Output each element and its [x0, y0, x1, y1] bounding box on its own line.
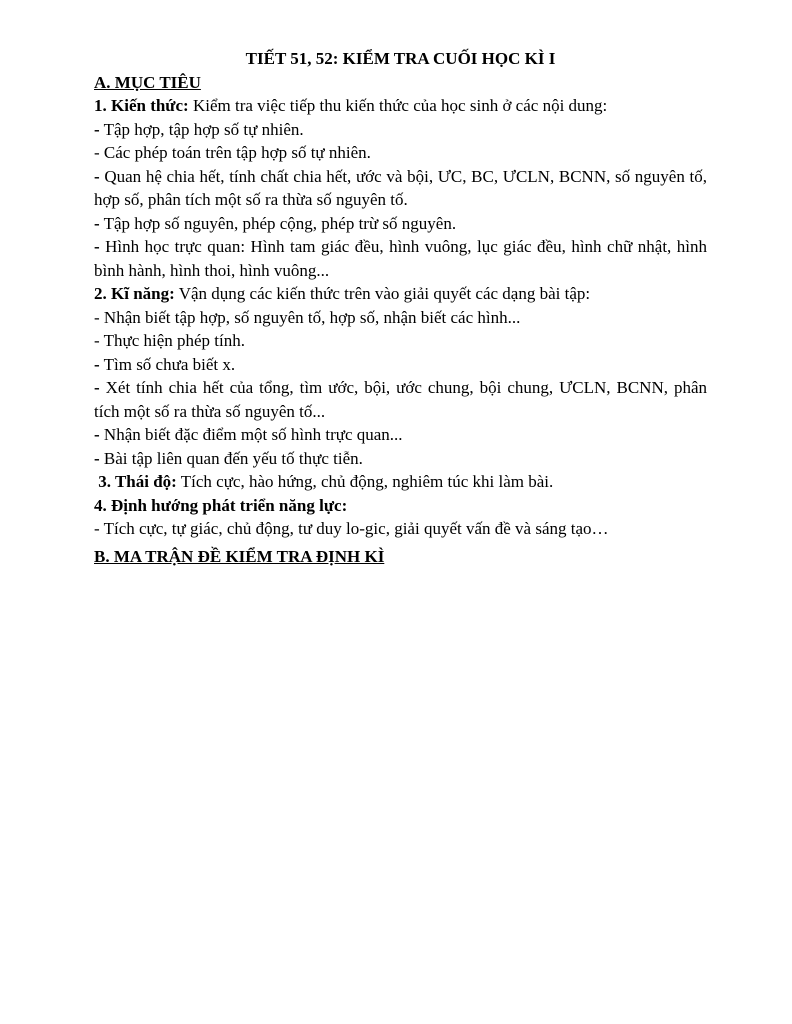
- paragraph-16: [94, 517, 707, 541]
- paragraph-11: [94, 376, 707, 423]
- paragraph-14-text: Tích cực, hào hứng, chủ động, nghiêm túc khi làm bài.: [176, 472, 554, 491]
- paragraph-15-lead: 4. Định hướng phát triển năng lực:: [94, 495, 348, 515]
- paragraph-7: [94, 282, 707, 306]
- paragraph-12: [94, 423, 707, 447]
- paragraph-10: [94, 353, 707, 377]
- paragraph-5-text: Tập hợp số nguyên, phép cộng, phép trừ số nguyên.: [99, 213, 457, 233]
- paragraph-3: [94, 141, 707, 165]
- paragraph-12-text: Nhận biết đặc điểm một số hình trực quan...: [99, 425, 403, 444]
- paragraph-10-text: Tìm số chưa biết x.: [99, 354, 236, 374]
- paragraph-7-lead: 2. Kĩ năng:: [94, 284, 175, 303]
- paragraph-1-lead: 1. Kiến thức:: [94, 96, 189, 115]
- section-a-paragraphs: [94, 94, 707, 541]
- paragraph-14: [94, 470, 707, 494]
- section-b-heading: B. MA TRẬN ĐỀ KIỂM TRA ĐỊNH KÌ: [94, 546, 385, 566]
- paragraph-9-text: - Thực hiện phép tính.: [94, 331, 246, 350]
- paragraph-6-lead: -: [94, 237, 100, 256]
- paragraph-9: [94, 329, 707, 353]
- paragraph-4-text: Quan hệ chia hết, tính chất chia hết, ước và bội, ƯC, BC, ƯCLN, BCNN, số nguyên tố, hợp số, phân tích một số ra thừa số nguyên tố.: [94, 166, 707, 209]
- paragraph-5-lead: -: [94, 213, 100, 233]
- paragraph-4-lead: -: [94, 166, 100, 186]
- document-title: TIẾT 51, 52: KIỂM TRA CUỐI HỌC KÌ I: [245, 49, 556, 68]
- paragraph-12-lead: -: [94, 425, 100, 444]
- paragraph-1-text: Kiểm tra việc tiếp thu kiến thức của học sinh ở các nội dung:: [188, 96, 608, 115]
- paragraph-11-text: Xét tính chia hết của tổng, tìm ước, bội, ước chung, bội chung, ƯCLN, BCNN, phân tích một số ra thừa số nguyên tố...: [94, 378, 707, 421]
- paragraph-10-lead: -: [94, 354, 100, 374]
- paragraph-8: [94, 306, 707, 330]
- paragraph-11-lead: -: [94, 378, 100, 397]
- paragraph-2-lead: -: [94, 119, 100, 139]
- paragraph-14-lead: 3. Thái độ:: [94, 472, 177, 491]
- paragraph-7-text: Vận dụng các kiến thức trên vào giải quyết các dạng bài tập:: [174, 284, 591, 303]
- paragraph-4: [94, 165, 707, 212]
- paragraph-16-text: - Tích cực, tự giác, chủ động, tư duy lo-gic, giải quyết vấn đề và sáng tạo…: [94, 519, 609, 538]
- paragraph-6: [94, 235, 707, 282]
- paragraph-8-text: - Nhận biết tập hợp, số nguyên tố, hợp số, nhận biết các hình...: [94, 307, 521, 327]
- paragraph-1: [94, 94, 707, 118]
- paragraph-13-lead: -: [94, 448, 100, 468]
- paragraph-13: [94, 447, 707, 471]
- paragraph-15: [94, 494, 707, 518]
- paragraph-3-text: - Các phép toán trên tập hợp số tự nhiên.: [94, 143, 371, 162]
- paragraph-6-text: Hình học trực quan: Hình tam giác đều, hình vuông, lục giác đều, hình chữ nhật, hình bình hành, hình thoi, hình vuông...: [94, 237, 707, 280]
- paragraph-2: [94, 118, 707, 142]
- paragraph-5: [94, 212, 707, 236]
- paragraph-13-text: Bài tập liên quan đến yếu tố thực tiễn.: [99, 448, 363, 468]
- section-a-heading: A. MỤC TIÊU: [94, 72, 201, 92]
- paragraph-2-text: Tập hợp, tập hợp số tự nhiên.: [99, 119, 304, 139]
